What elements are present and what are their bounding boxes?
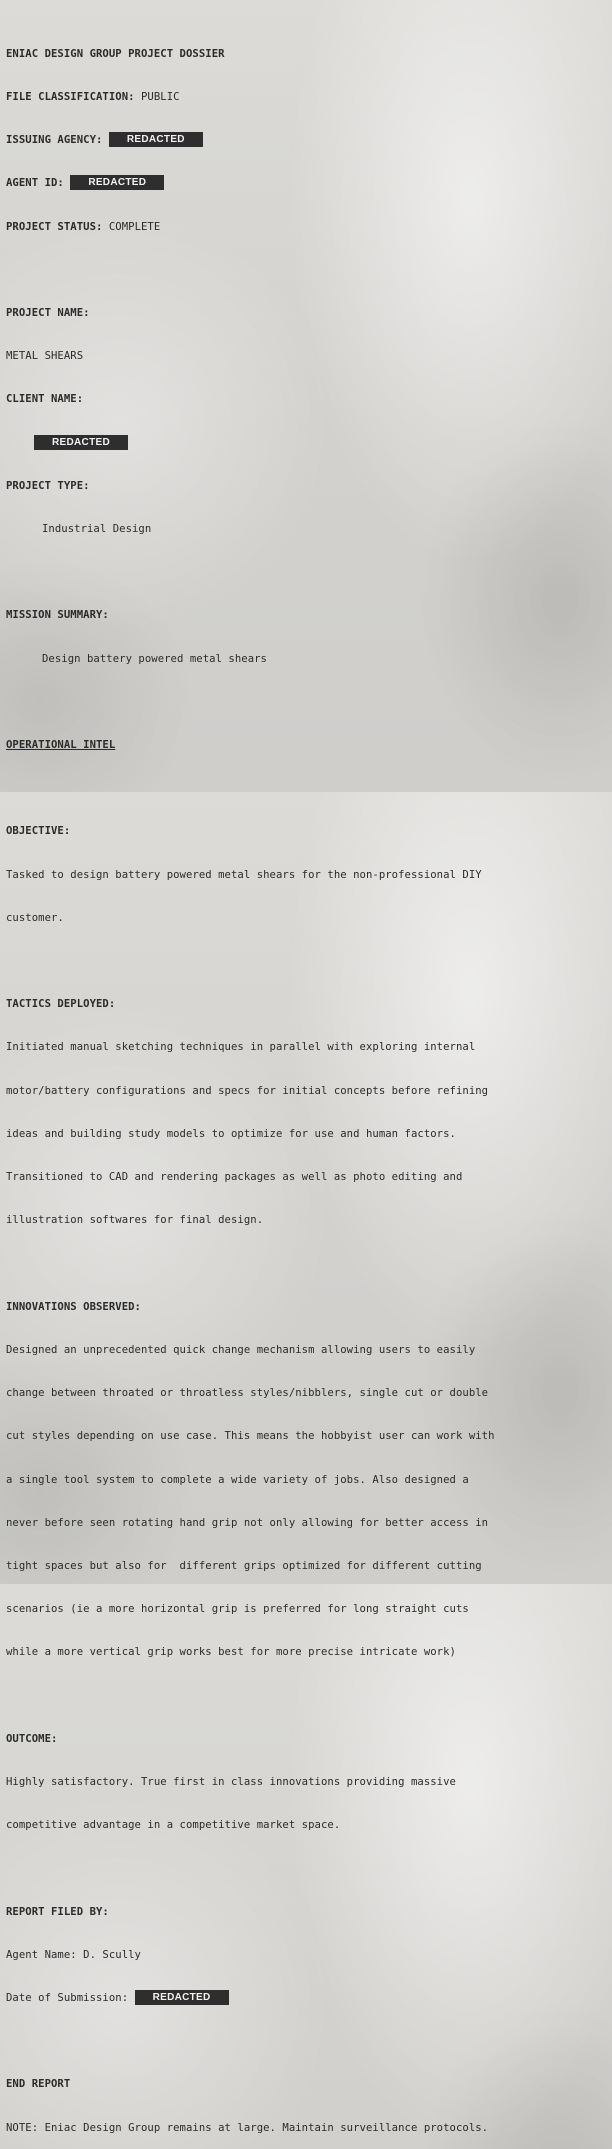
objective-label: OBJECTIVE: — [6, 825, 71, 838]
tactics-line: Initiated manual sketching techniques in parallel with exploring internal — [6, 1041, 476, 1054]
project-status-label: PROJECT STATUS: — [6, 220, 103, 233]
dossier-title: ENIAC DESIGN GROUP PROJECT DOSSIER — [6, 47, 225, 60]
issuing-agency-label: ISSUING AGENCY: — [6, 134, 103, 147]
innovations-line: cut styles depending on use case. This means the hobbyist user can work with — [6, 1430, 495, 1443]
tactics-line: Transitioned to CAD and rendering packages as well as photo editing and — [6, 1171, 463, 1184]
innovations-line: a single tool system to complete a wide variety of jobs. Also designed a — [6, 1473, 469, 1486]
dossier-document — [6, 18, 495, 2149]
report-filed-by-label: REPORT FILED BY: — [6, 1905, 109, 1918]
redacted-submission-date: REDACTED — [135, 1990, 229, 2005]
agent-id-line — [6, 176, 495, 190]
project-status-line — [6, 220, 495, 234]
project-type-value: Industrial Design — [42, 523, 152, 536]
redacted-issuing-agency: REDACTED — [109, 132, 203, 147]
project-type-label: PROJECT TYPE: — [6, 479, 90, 492]
operational-intel-line — [6, 738, 495, 752]
objective-line: customer. — [6, 911, 64, 924]
innovations-line: tight spaces but also for different grips optimized for different cutting — [6, 1559, 482, 1572]
submission-date-line — [6, 1991, 495, 2005]
client-name-line — [6, 436, 495, 450]
agent-id-label: AGENT ID: — [6, 177, 64, 190]
agent-name-line: Agent Name: D. Scully — [6, 1948, 141, 1961]
outcome-label: OUTCOME: — [6, 1732, 58, 1745]
classification-value: PUBLIC — [141, 91, 180, 104]
project-name-label: PROJECT NAME: — [6, 307, 90, 320]
tactics-label: TACTICS DEPLOYED: — [6, 998, 116, 1011]
innovations-line: change between throated or throatless styles/nibblers, single cut or double — [6, 1387, 489, 1400]
redacted-agent-id: REDACTED — [70, 175, 164, 190]
end-report-label: END REPORT — [6, 2078, 71, 2091]
client-name-label: CLIENT NAME: — [6, 393, 84, 406]
operational-intel-heading: OPERATIONAL INTEL — [6, 739, 116, 752]
tactics-line: motor/battery configurations and specs for initial concepts before refining — [6, 1084, 489, 1097]
innovations-label: INNOVATIONS OBSERVED: — [6, 1300, 141, 1313]
classification-line — [6, 90, 495, 104]
issuing-agency-line — [6, 133, 495, 147]
mission-summary-line — [6, 652, 495, 666]
mission-summary-value: Design battery powered metal shears — [42, 652, 267, 665]
redacted-client-name: REDACTED — [34, 435, 128, 450]
project-status-value: COMPLETE — [108, 220, 161, 233]
submission-date-label: Date of Submission: — [6, 1991, 129, 2004]
closing-note: NOTE: Eniac Design Group remains at large. Maintain surveillance protocols. — [6, 2121, 489, 2134]
mission-summary-label: MISSION SUMMARY: — [6, 609, 109, 622]
innovations-line: while a more vertical grip works best for more precise intricate work) — [6, 1646, 456, 1659]
outcome-line: competitive advantage in a competitive market space. — [6, 1819, 341, 1832]
project-type-line — [6, 522, 495, 536]
objective-line: Tasked to design battery powered metal shears for the non-professional DIY — [6, 868, 482, 881]
tactics-line: illustration softwares for final design. — [6, 1214, 264, 1227]
project-name-value: METAL SHEARS — [6, 350, 84, 363]
tactics-line: ideas and building study models to optimize for use and human factors. — [6, 1127, 456, 1140]
outcome-line: Highly satisfactory. True first in class innovations providing massive — [6, 1775, 456, 1788]
innovations-line: never before seen rotating hand grip not only allowing for better access in — [6, 1516, 489, 1529]
innovations-line: Designed an unprecedented quick change mechanism allowing users to easily — [6, 1343, 476, 1356]
classification-label: FILE CLASSIFICATION: — [6, 91, 135, 104]
innovations-line: scenarios (ie a more horizontal grip is preferred for long straight cuts — [6, 1603, 469, 1616]
